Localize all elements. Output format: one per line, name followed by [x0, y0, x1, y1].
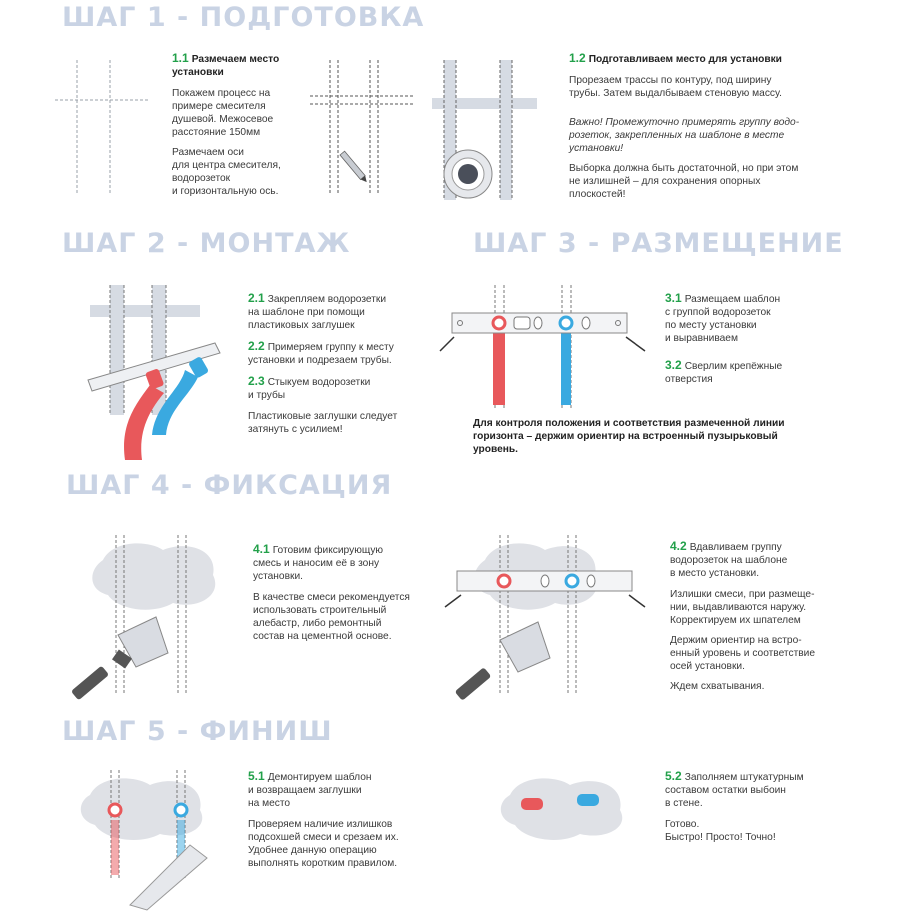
- step-2-3-text: Стыкуем водорозетки и трубы: [248, 377, 371, 401]
- step-5-2-text-2: Готово. Быстро! Просто! Точно!: [665, 819, 776, 843]
- step-2-block: [248, 292, 433, 443]
- step-4-1-text: Готовим фиксирующую смесь и наносим её в зону установки.: [253, 545, 384, 582]
- step-1-2-block: [569, 52, 869, 208]
- step-1-1-text-2: Размечаем оси для центра смесителя, водорозеток и горизонтальную ось.: [172, 147, 281, 197]
- step-4-2-text: Вдавливаем группу водорозеток на шаблоне в место установки.: [670, 542, 788, 579]
- step-1-2-title: Подготавливаем место для установки: [588, 54, 782, 65]
- saw-blade-icon: [444, 150, 492, 198]
- step-1-2-warning: Важно! Промежуточно примерять группу водо- розеток, закрепленных на шаблоне в месте установки!: [569, 117, 800, 154]
- step-number: 2.2: [248, 339, 265, 353]
- step-3-2-text: Сверлим крепёжные отверстия: [665, 361, 783, 385]
- step-2-note: Пластиковые заглушки следует затянуть с усилием!: [248, 411, 398, 435]
- step-5-1-block: [248, 770, 433, 877]
- heading-step-3: ШАГ 3 - РАЗМЕЩЕНИЕ: [473, 228, 844, 259]
- straightedge-icon: [130, 845, 207, 910]
- bubble-level-icon: [514, 317, 530, 329]
- cut-channels-illustration: [310, 60, 420, 200]
- step-number: 4.2: [670, 539, 687, 553]
- step-5-1-text: Демонтируем шаблон и возвращаем заглушки на место: [248, 772, 372, 809]
- step-3-1-text: Размещаем шаблон с группой водорозеток по месту установки и выравниваем: [665, 294, 781, 344]
- applying-mix-illustration: [78, 535, 228, 705]
- plaster-cloud: [501, 778, 622, 840]
- spatula-icon: [455, 622, 550, 701]
- step-5-2-text: Заполняем штукатурным составом остатки выбоин в стене.: [665, 772, 804, 809]
- step-2-2-text: Примеряем группу к месту установки и подрезаем трубы.: [248, 342, 394, 366]
- heading-step-2: ШАГ 2 - МОНТАЖ: [62, 228, 351, 259]
- marking-axes-illustration: [55, 60, 155, 200]
- chased-wall-illustration: [432, 60, 542, 210]
- pressing-template-illustration: [455, 535, 645, 705]
- step-number: 4.1: [253, 542, 270, 556]
- step-number: 2.1: [248, 291, 265, 305]
- step-1-1-text-1: Покажем процесс на примере смесителя душевой. Межосевое расстояние 150мм: [172, 88, 274, 138]
- step-number: 3.2: [665, 358, 682, 372]
- cold-socket-icon: [175, 804, 187, 816]
- step-4-2-text-2: Излишки смеси, при размеще- нии, выдавливаются наружу. Корректируем их шпателем: [670, 589, 815, 626]
- spatula-icon: [71, 617, 168, 700]
- step-number: 1.2: [569, 51, 586, 65]
- step-number: 5.1: [248, 769, 265, 783]
- step-number: 3.1: [665, 291, 682, 305]
- step-4-1-text-2: В качестве смеси рекомендуется использовать строительный алебастр, либо ремонтный состав на цементной основе.: [253, 592, 410, 642]
- step-number: 1.1: [172, 51, 189, 65]
- hot-socket-icon: [109, 804, 121, 816]
- step-4-1-block: [253, 543, 433, 650]
- heading-step-4: ШАГ 4 - ФИКСАЦИЯ: [66, 470, 393, 501]
- step-4-2-text-3: Держим ориентир на встро- енный уровень и соответствие осей установки.: [670, 635, 816, 672]
- plaster-cloud: [92, 543, 215, 609]
- placement-illustration: [440, 285, 655, 410]
- hot-socket-icon: [498, 575, 510, 587]
- step-number: 2.3: [248, 374, 265, 388]
- step-1-1-title: Размечаем место установки: [172, 54, 280, 78]
- cold-socket-icon: [566, 575, 578, 587]
- step-2-1-text: Закрепляем водорозетки на шаблоне при помощи пластиковых заглушек: [248, 294, 387, 331]
- step-4-2-text-4: Ждем схватывания.: [670, 681, 765, 692]
- step-1-2-text-3: Выборка должна быть достаточной, но при этом не излишней – для сохранения опорных плоскостей!: [569, 163, 799, 200]
- marker-pencil-icon: [340, 151, 369, 184]
- hot-pipe: [493, 330, 505, 405]
- step-5-2-block: [665, 770, 845, 851]
- step-1-2-text-1: Прорезаем трассы по контуру, под ширину трубы. Затем выдалбываем стеновую массу.: [569, 75, 782, 99]
- step-number: 5.2: [665, 769, 682, 783]
- hot-plug-icon: [521, 798, 543, 810]
- removing-template-illustration: [75, 770, 215, 910]
- cold-plug-icon: [577, 794, 599, 806]
- step-3-block: [665, 292, 845, 394]
- cold-pipe: [561, 330, 571, 405]
- heading-step-5: ШАГ 5 - ФИНИШ: [62, 716, 333, 747]
- screw-icon: [440, 337, 645, 351]
- heading-step-1: ШАГ 1 - ПОДГОТОВКА: [62, 2, 425, 33]
- mounting-illustration: [80, 285, 230, 460]
- step-1-1-block: [172, 52, 307, 205]
- hot-socket-icon: [493, 317, 505, 329]
- finishing-illustration: [495, 770, 635, 850]
- step-3-level-note: Для контроля положения и соответствия размеченной линии горизонта – держим ориентир на встроенный пузырьковый уровень.: [473, 418, 785, 455]
- cold-socket-icon: [560, 317, 572, 329]
- step-5-1-text-2: Проверяем наличие излишков подсохшей смеси и срезаем их. Удобнее данную операцию выполнять коротким правилом.: [248, 819, 399, 869]
- step-4-2-block: [670, 540, 850, 700]
